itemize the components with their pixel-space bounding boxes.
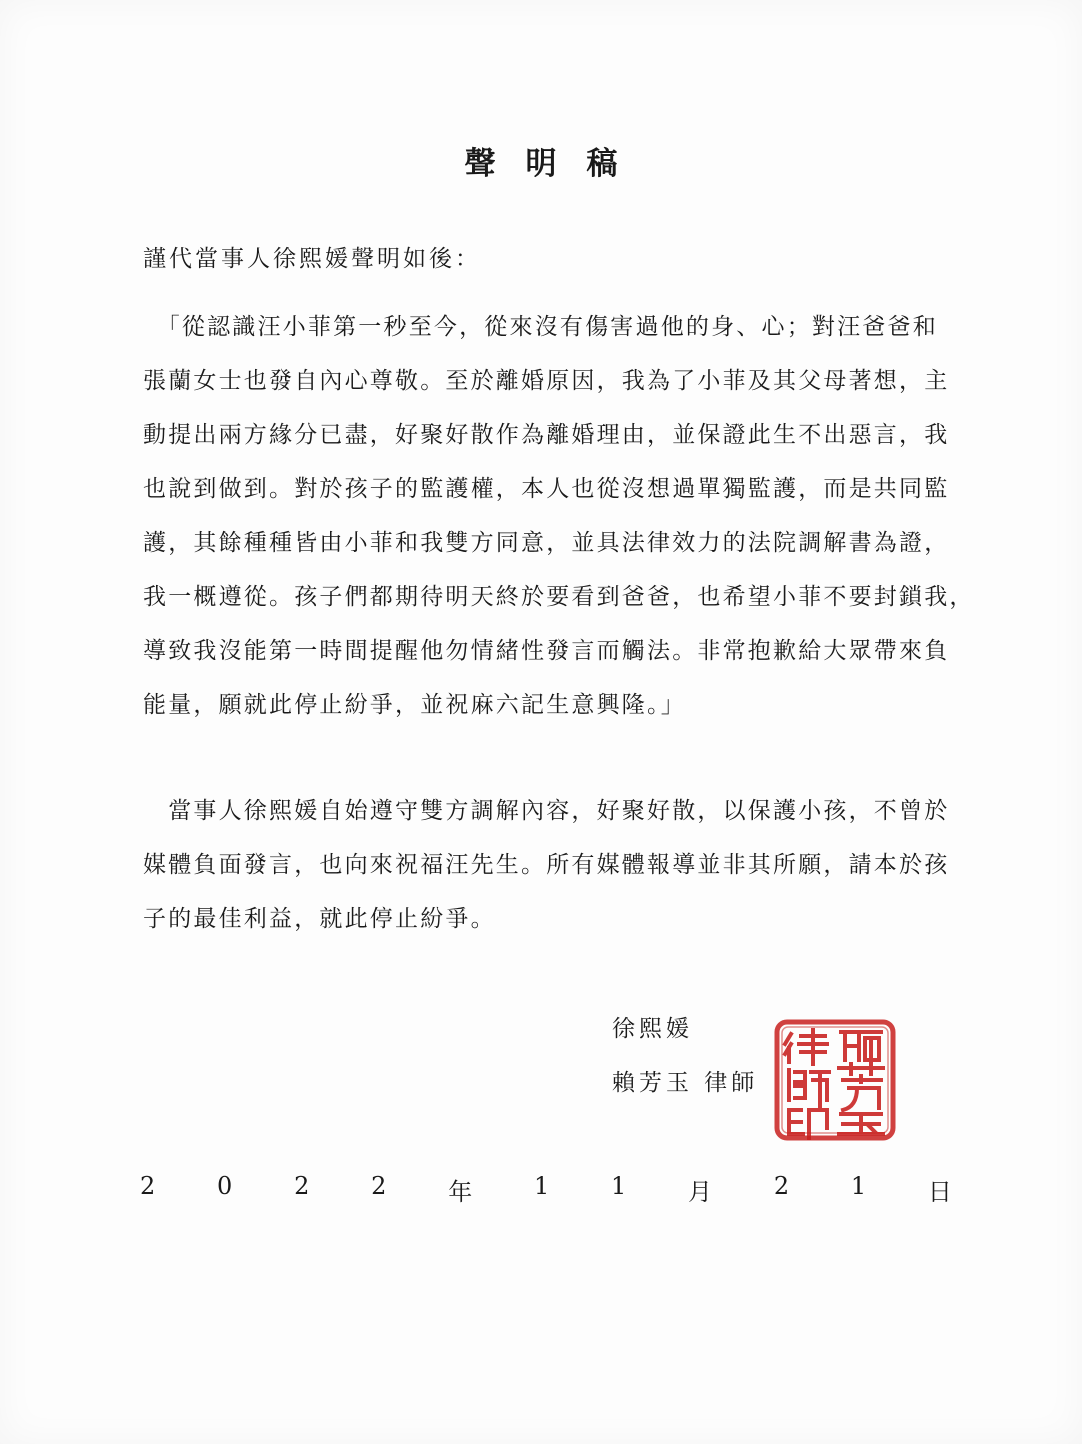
statement-paragraph xyxy=(143,300,975,732)
paragraph-line: 也說到做到。對於孩子的監護權，本人也從沒想過單獨監護，而是共同監 xyxy=(143,476,950,502)
paragraph-line: 我一概遵從。孩子們都期待明天終於要看到爸爸，也希望小菲不要封鎖我， xyxy=(143,584,975,610)
date-digit: 0 xyxy=(217,1172,233,1200)
paragraph-line: 能量，願就此停止紛爭，並祝麻六記生意興隆。」 xyxy=(143,692,686,718)
closing-paragraph xyxy=(143,784,953,946)
date-digit: 2 xyxy=(294,1172,310,1200)
date-month-char: 月 xyxy=(688,1178,713,1206)
document-date xyxy=(140,1172,952,1207)
paragraph-line: 動提出兩方緣分已盡，好聚好散作為離婚理由，並保證此生不出惡言，我 xyxy=(143,422,950,448)
lawyer-seal-stamp xyxy=(773,1018,897,1142)
paragraph-line: 導致我沒能第一時間提醒他勿情緒性發言而觸法。非常抱歉給大眾帶來負 xyxy=(143,638,950,664)
paragraph-line: 「從認識汪小菲第一秒至今，從來沒有傷害過他的身、心；對汪爸爸和 xyxy=(143,314,938,340)
date-digit: 1 xyxy=(533,1172,550,1200)
paragraph-line: 張蘭女士也發自內心尊敬。至於離婚原因，我為了小菲及其父母著想，主 xyxy=(143,368,950,394)
date-digit: 2 xyxy=(371,1172,387,1200)
signature-lawyer: 賴芳玉 律師 xyxy=(612,1070,759,1096)
document-title: 聲明稿 xyxy=(464,146,648,182)
paragraph-line: 護，其餘種種皆由小菲和我雙方同意，並具法律效力的法院調解書為證， xyxy=(143,530,950,556)
paragraph-line: 子的最佳利益，就此停止紛爭。 xyxy=(143,906,496,932)
date-digit: 2 xyxy=(140,1172,156,1200)
date-digit: 2 xyxy=(773,1172,790,1200)
date-day-char: 日 xyxy=(927,1178,952,1206)
date-digit: 1 xyxy=(611,1172,627,1200)
date-year-char: 年 xyxy=(448,1178,473,1206)
paragraph-line: 當事人徐熙媛自始遵守雙方調解內容，好聚好散，以保護小孩，不曾於 xyxy=(143,798,950,824)
signature-name: 徐熙媛 xyxy=(612,1016,693,1042)
intro-line: 謹代當事人徐熙媛聲明如後： xyxy=(143,246,481,272)
paragraph-line: 媒體負面發言，也向來祝福汪先生。所有媒體報導並非其所願，請本於孩 xyxy=(143,852,950,878)
date-digit: 1 xyxy=(850,1172,867,1200)
